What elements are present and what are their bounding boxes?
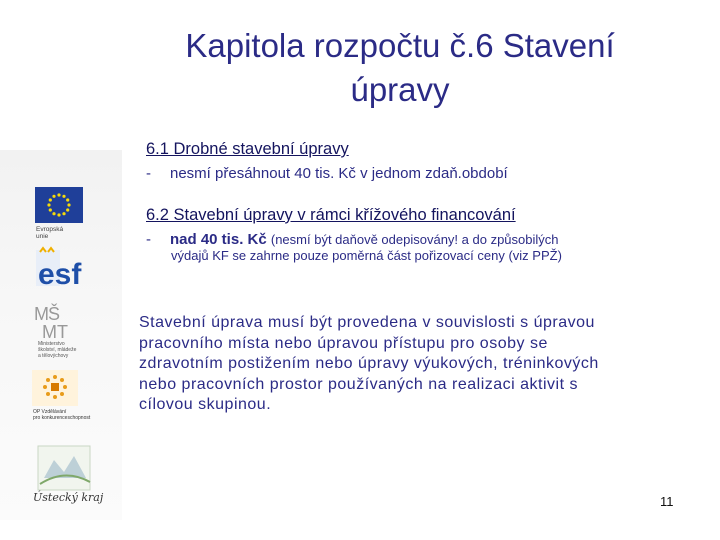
body-paragraph [139, 313, 699, 416]
section-1-bullet [146, 165, 508, 182]
paragraph-line-5: cílovou skupinou. [139, 396, 272, 413]
op-caption-line-1: OP Vzdělávání [33, 409, 67, 415]
section-2-bullet [146, 231, 559, 248]
bullet-dash: - [146, 231, 151, 248]
section-2-bullet-rest: (nesmí být daňově odepisovány! a do způsobilých [270, 232, 559, 247]
paragraph-line-2: pracovního místa nebo úpravou přístupu pro osoby se [139, 334, 548, 352]
op-logo-icon [32, 370, 78, 406]
page-number: 11 [660, 494, 674, 509]
msmt-caption-line-1: Ministerstvo [38, 341, 65, 347]
paragraph-line-1: Stavební úprava musí být provedena v souvislosti s úpravou [139, 314, 595, 331]
title-line-2: úpravy [350, 71, 450, 108]
eu-flag-icon [35, 187, 83, 223]
svg-text:esf: esf [38, 258, 82, 290]
section-2-heading: 6.2 Stavební úpravy v rámci křížového financování [146, 206, 516, 224]
eu-caption [36, 226, 96, 240]
svg-text:M: M [34, 304, 49, 324]
op-caption [33, 409, 113, 421]
section-2-bullet-continuation: výdajů KF se zahrne pouze poměrná část pořizovací ceny (viz PPŽ) [171, 248, 562, 263]
eu-caption-line-2: unie [36, 233, 49, 240]
region-logo-icon [30, 438, 100, 493]
section-1-heading: 6.1 Drobné stavební úpravy [146, 140, 349, 158]
msmt-caption [38, 341, 98, 359]
eu-caption-line-1: Evropská [36, 226, 64, 233]
esf-logo-icon [34, 246, 89, 290]
op-caption-line-2: pro konkurenceschopnost [33, 415, 91, 421]
title-line-1: Kapitola rozpočtu č.6 Stavení [185, 27, 615, 64]
svg-text:Š: Š [48, 304, 61, 324]
msmt-caption-line-2: školství, mládeže [38, 347, 77, 353]
paragraph-line-3: zdravotním postižením nebo úpravy výukových, tréninkových [139, 355, 599, 372]
region-caption: Ústecký kraj [33, 491, 104, 504]
section-1-bullet-text: nesmí přesáhnout 40 tis. Kč v jednom zdaň.období [170, 165, 508, 182]
svg-text:T: T [57, 322, 68, 342]
msmt-caption-line-3: a tělovýchovy [38, 353, 69, 359]
section-2-bullet-bold: nad 40 tis. Kč [170, 231, 267, 248]
paragraph-line-4: nebo pracovních prostor používaných na realizaci aktivit s [139, 375, 578, 393]
slide-title [120, 24, 680, 112]
svg-text:M: M [42, 322, 57, 342]
bullet-dash: - [146, 165, 151, 182]
